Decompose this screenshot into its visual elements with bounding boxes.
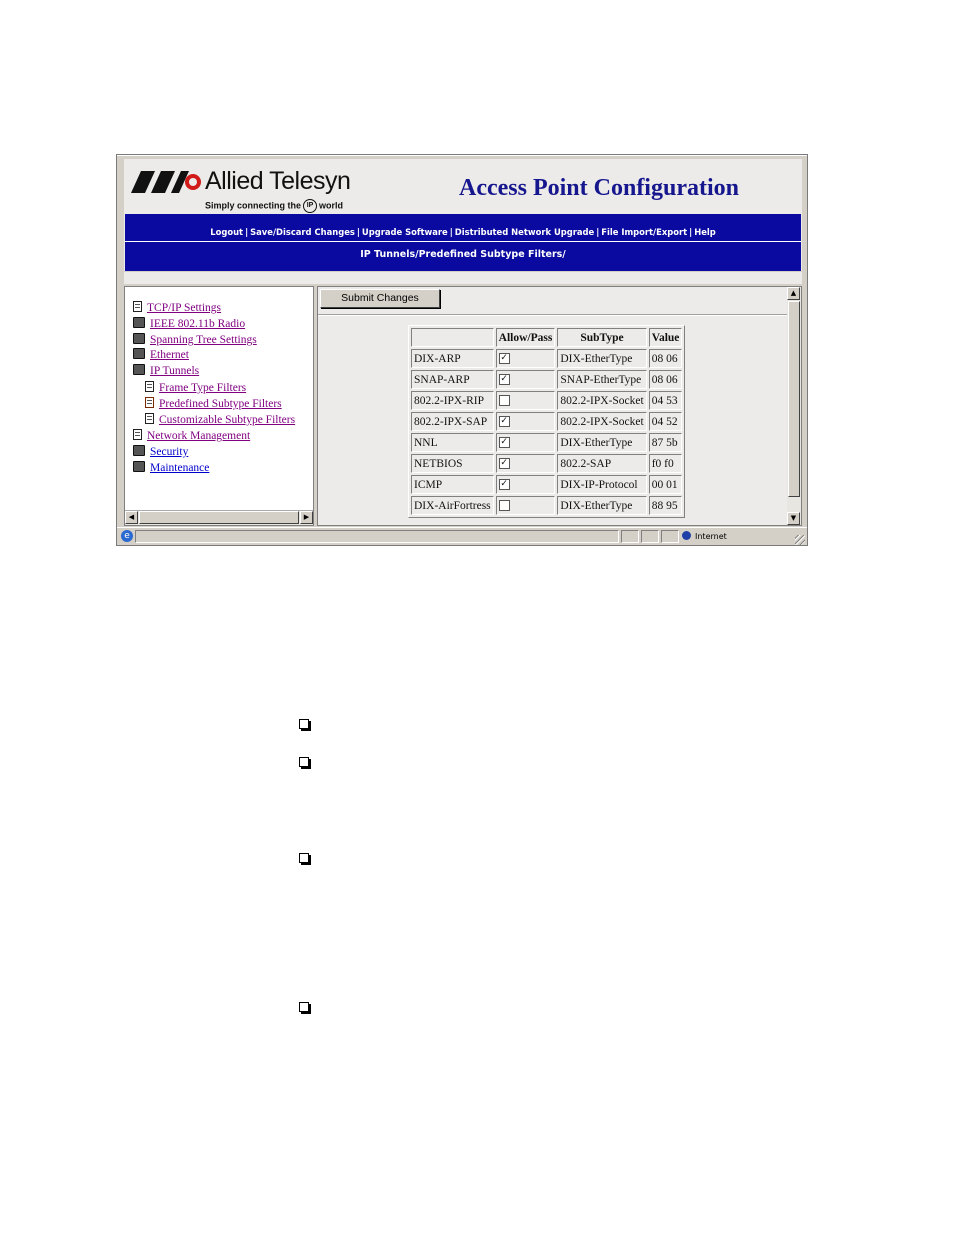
tree-item-radio[interactable] — [133, 317, 245, 331]
allow-checkbox[interactable]: ✓ — [500, 458, 508, 469]
filter-name: DIX-ARP — [411, 349, 494, 368]
tree-horizontal-scrollbar[interactable] — [125, 510, 313, 525]
filter-name: SNAP-ARP — [411, 370, 494, 389]
tagline-before: Simply connecting the — [205, 200, 302, 211]
document-selected-icon — [145, 397, 154, 408]
filter-subtype: DIX-EtherType — [557, 496, 646, 515]
banner-bottom-bar — [125, 268, 801, 271]
filter-value: 00 01 — [649, 475, 683, 494]
nav-upgrade-software[interactable]: Upgrade Software — [361, 227, 448, 237]
checkbox-bullet-icon — [299, 853, 309, 863]
scroll-thumb[interactable] — [788, 301, 800, 497]
filter-name: DIX-AirFortress — [411, 496, 494, 515]
tree-item-label: Customizable Subtype Filters — [159, 414, 296, 426]
filter-name: 802.2-IPX-SAP — [411, 412, 494, 431]
table-row — [411, 391, 682, 410]
globe-icon — [682, 531, 691, 540]
tree-item-label: Security — [150, 446, 189, 458]
logo-mark-icon — [131, 171, 201, 193]
nav-logout[interactable]: Logout — [210, 227, 244, 237]
tree-item-customizable-subtype[interactable] — [145, 413, 295, 427]
tree-item-label: Maintenance — [150, 462, 210, 474]
tree-item-frame-type-filters[interactable] — [145, 381, 246, 395]
header-allow-pass: Allow/Pass — [496, 328, 556, 347]
folder-icon — [133, 348, 145, 359]
filter-name: ICMP — [411, 475, 494, 494]
filter-value: 08 06 — [649, 370, 683, 389]
checkbox-bullet-icon — [299, 757, 309, 767]
status-pane — [641, 530, 659, 543]
scroll-right-icon[interactable]: ▶ — [300, 511, 313, 524]
tree-item-maintenance[interactable] — [133, 461, 209, 475]
allow-checkbox[interactable]: ✓ — [500, 416, 508, 427]
document-icon — [145, 413, 154, 424]
nav-separator: | — [356, 227, 360, 237]
allow-checkbox[interactable]: ✓ — [500, 479, 508, 490]
tree-item-label: IP Tunnels — [150, 365, 200, 377]
filter-value: f0 f0 — [649, 454, 683, 473]
filter-subtype: 802.2-SAP — [557, 454, 646, 473]
tree-item-label: TCP/IP Settings — [147, 302, 222, 314]
filter-subtype: 802.2-IPX-Socket — [557, 412, 646, 431]
checkbox-bullet-icon — [299, 1002, 309, 1012]
tree-item-label: Ethernet — [150, 349, 189, 361]
filter-value: 88 95 — [649, 496, 683, 515]
status-bar — [117, 527, 807, 546]
document-icon — [133, 301, 142, 312]
scroll-up-icon[interactable]: ▲ — [787, 287, 800, 300]
table-row — [411, 433, 682, 452]
frame-gap — [124, 272, 802, 284]
nav-separator: | — [596, 227, 600, 237]
ip-circle-icon: IP — [303, 199, 317, 213]
table-row — [411, 370, 682, 389]
filter-subtype: 802.2-IPX-Socket — [557, 391, 646, 410]
content-vertical-scrollbar[interactable] — [787, 287, 801, 525]
nav-save-discard[interactable]: Save/Discard Changes — [250, 227, 355, 237]
allow-cell — [496, 454, 556, 473]
table-row — [411, 454, 682, 473]
filter-name: 802.2-IPX-RIP — [411, 391, 494, 410]
page-title: Access Point Configuration — [459, 175, 739, 201]
allow-cell — [496, 412, 556, 431]
nav-distributed-upgrade[interactable]: Distributed Network Upgrade — [454, 227, 595, 237]
scroll-left-icon[interactable]: ◀ — [125, 511, 138, 524]
status-text-pane — [135, 530, 619, 543]
status-pane — [621, 530, 639, 543]
nav-bar — [125, 214, 801, 247]
filter-name: NETBIOS — [411, 454, 494, 473]
tree-item-predefined-subtype[interactable] — [145, 397, 282, 411]
allow-checkbox[interactable]: ✓ — [500, 374, 508, 385]
filter-subtype: DIX-EtherType — [557, 433, 646, 452]
company-tagline — [205, 199, 343, 213]
scroll-thumb[interactable] — [139, 511, 299, 524]
table-row — [411, 475, 682, 494]
folder-icon — [133, 445, 145, 456]
tree-item-label: Spanning Tree Settings — [150, 334, 257, 346]
security-zone — [682, 531, 727, 541]
nav-separator: | — [689, 227, 693, 237]
filter-subtype: DIX-IP-Protocol — [557, 475, 646, 494]
scroll-down-icon[interactable]: ▼ — [787, 512, 800, 525]
allow-checkbox[interactable] — [499, 395, 510, 406]
tree-item-spanning-tree[interactable] — [133, 333, 257, 347]
table-row — [411, 349, 682, 368]
tree-item-security[interactable] — [133, 445, 188, 459]
filter-value: 04 53 — [649, 391, 683, 410]
tree-item-label: Predefined Subtype Filters — [159, 398, 282, 410]
tree-item-network-management[interactable] — [133, 429, 250, 443]
table-row — [411, 496, 682, 515]
nav-tree-frame — [124, 286, 314, 526]
status-pane — [661, 530, 679, 543]
allow-cell — [496, 433, 556, 452]
allow-cell — [496, 391, 556, 410]
browser-window — [116, 154, 808, 546]
allow-cell — [496, 496, 556, 515]
header-subtype: SubType — [557, 328, 646, 347]
nav-help[interactable]: Help — [694, 227, 716, 237]
table-header-row — [411, 328, 682, 347]
header-name — [411, 328, 494, 347]
tree-item-label: Frame Type Filters — [159, 382, 247, 394]
ie-page-icon: e — [121, 530, 133, 542]
filter-name: NNL — [411, 433, 494, 452]
checkbox-bullet-icon — [299, 719, 309, 729]
document-icon — [145, 381, 154, 392]
company-name: Allied Telesyn — [205, 167, 351, 195]
folder-open-icon — [133, 364, 145, 375]
breadcrumb-text: IP Tunnels/Predefined Subtype Filters/ — [360, 249, 566, 260]
document-icon — [133, 429, 142, 440]
nav-divider — [125, 241, 801, 242]
tree-item-ethernet[interactable] — [133, 348, 189, 362]
allow-checkbox[interactable]: ✓ — [500, 353, 508, 364]
allow-checkbox[interactable] — [499, 500, 510, 511]
allow-checkbox[interactable]: ✓ — [500, 437, 508, 448]
nav-separator: | — [449, 227, 453, 237]
tree-item-label: Network Management — [147, 430, 251, 442]
header-value: Value — [649, 328, 683, 347]
tagline-after: world — [319, 200, 344, 211]
nav-links — [125, 227, 801, 239]
nav-separator: | — [245, 227, 249, 237]
zone-label: Internet — [695, 532, 727, 541]
content-divider — [318, 314, 790, 316]
tree-item-tcpip[interactable] — [133, 301, 221, 315]
resize-grip-icon[interactable] — [795, 535, 805, 545]
filter-value: 04 52 — [649, 412, 683, 431]
allow-cell — [496, 370, 556, 389]
folder-icon — [133, 317, 145, 328]
allow-cell — [496, 475, 556, 494]
allow-cell — [496, 349, 556, 368]
tree-item-label: IEEE 802.11b Radio — [150, 318, 246, 330]
filter-value: 08 06 — [649, 349, 683, 368]
nav-file-import-export[interactable]: File Import/Export — [601, 227, 688, 237]
content-frame — [317, 286, 802, 526]
tree-item-ip-tunnels[interactable] — [133, 364, 199, 378]
folder-icon — [133, 333, 145, 344]
submit-changes-button[interactable]: Submit Changes — [320, 289, 440, 308]
allied-telesyn-logo — [131, 165, 371, 213]
header-banner — [124, 159, 802, 271]
table-row — [411, 412, 682, 431]
breadcrumb — [125, 246, 801, 268]
folder-icon — [133, 461, 145, 472]
filter-subtype: DIX-EtherType — [557, 349, 646, 368]
filter-subtype: SNAP-EtherType — [557, 370, 646, 389]
filter-value: 87 5b — [649, 433, 683, 452]
subtype-filter-table — [408, 325, 685, 518]
